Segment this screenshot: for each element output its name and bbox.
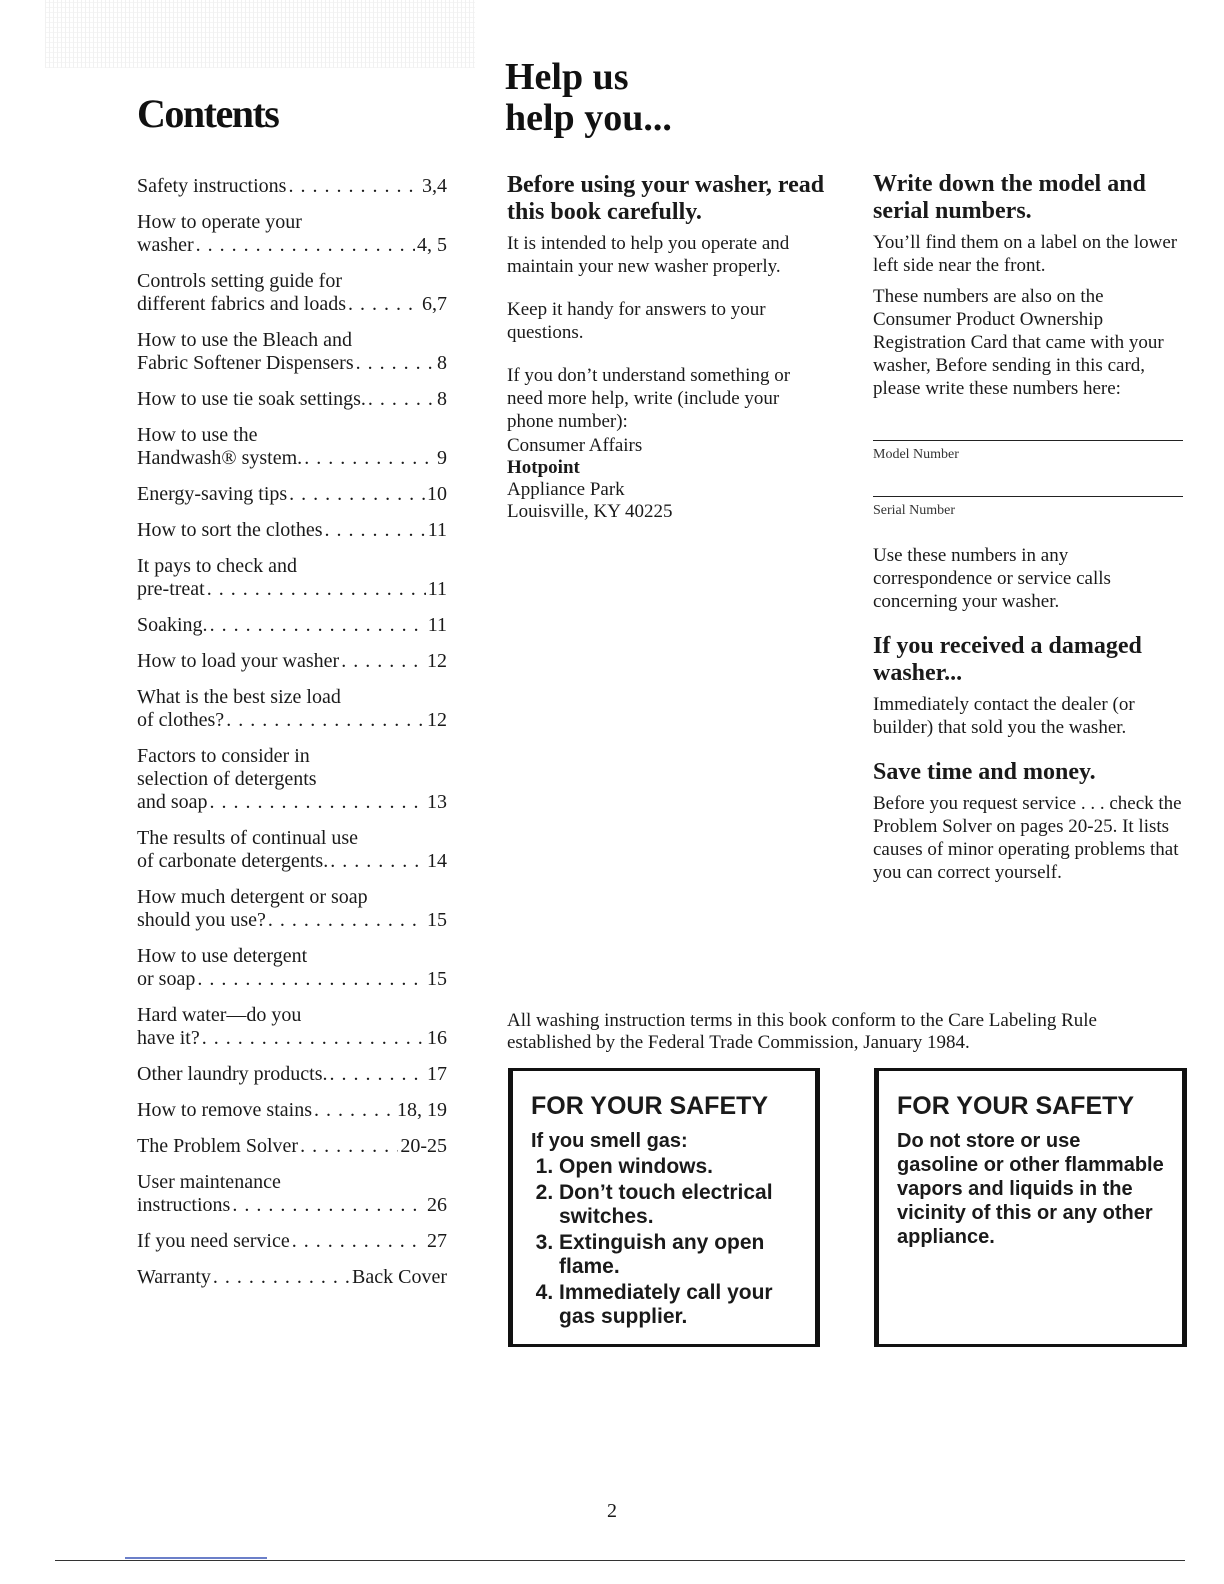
toc-page: 20-25 [400,1135,447,1157]
toc-page: 11 [427,614,447,636]
toc-page: 6,7 [422,293,447,315]
toc-entry[interactable]: Soaking. . . . 11 [137,614,447,637]
toc-entry[interactable]: Energy-saving tips . . . 10 [137,483,447,506]
toc-entry[interactable]: Warranty . . . Back Cover [137,1266,447,1289]
accent-rule [125,1557,267,1559]
paragraph: It is intended to help you operate and maintain your new washer properly. [507,233,790,277]
safety-intro: If you smell gas: [531,1130,688,1152]
paragraph: Before you request service . . . check the Problem Solver on pages 20-25. It lists causes of minor operating problems that you can correct yourself. [873,793,1182,883]
section-heading: Write down the model and serial numbers. [873,171,1146,224]
model-number-field[interactable]: Model Number [873,440,1183,466]
toc-page: 4, 5 [417,234,447,256]
toc-page: 18, 19 [397,1099,447,1121]
toc-entry[interactable]: How to use the Bleach and Fabric Softener Dispensers . . . 8 [137,329,447,375]
toc-page: 16 [427,1027,447,1049]
toc-entry[interactable]: Controls setting guide for different fabrics and loads . . . 6,7 [137,270,447,316]
page-number: 2 [607,1500,617,1522]
paragraph: Immediately contact the dealer (or builder) that sold you the washer. [873,694,1135,738]
toc-entry[interactable]: Other laundry products. . . . 17 [137,1063,447,1086]
toc-page: 8 [437,388,447,410]
toc-page: 3,4 [422,175,447,197]
safety-box-gas-smell [508,1068,820,1347]
help-title: Help us help you... [505,56,672,139]
conformance-note: All washing instruction terms in this book conform to the Care Labeling Rule established by the Federal Trade Commission, January 1984. [507,1010,1097,1053]
toc-page: 27 [427,1230,447,1252]
toc-entry[interactable]: How to load your washer . . . 12 [137,650,447,673]
right-column [873,171,1183,904]
toc-page: 17 [427,1063,447,1085]
safety-step: 4. Immediately call your gas supplier. [559,1281,797,1329]
serial-number-field[interactable]: Serial Number [873,496,1183,522]
toc-entry[interactable]: Factors to consider in selection of detergents and soap . . . 13 [137,745,447,814]
table-of-contents [137,175,447,1302]
toc-entry[interactable]: Safety instructions . . . 3,4 [137,175,447,198]
bottom-rule [55,1560,1185,1561]
toc-entry[interactable]: It pays to check and pre-treat . . . 11 [137,555,447,601]
section-heading: If you received a damaged washer... [873,633,1142,686]
safety-steps [531,1155,797,1329]
toc-entry[interactable]: How much detergent or soap should you use? . . . 15 [137,886,447,932]
toc-page: 11 [427,519,447,541]
mailing-address: Consumer Affairs Hotpoint Appliance Park Louisville, KY 40225 [507,435,673,522]
toc-page: 15 [427,909,447,931]
toc-entry[interactable]: How to use tie soak settings. . . . 8 [137,388,447,411]
section-heading: Save time and money. [873,759,1096,785]
toc-page: 13 [427,791,447,813]
toc-entry[interactable]: How to use detergent or soap . . . 15 [137,945,447,991]
toc-entry[interactable]: The Problem Solver . . . 20-25 [137,1135,447,1158]
safety-step: 1. Open windows. [559,1155,797,1179]
toc-page: 15 [427,968,447,990]
safety-title: FOR YOUR SAFETY [897,1092,1135,1120]
save-time-section [873,759,1183,884]
toc-page: 9 [437,447,447,469]
toc-entry[interactable]: If you need service . . . 27 [137,1230,447,1253]
toc-page: 12 [427,709,447,731]
toc-page: 26 [427,1194,447,1216]
scan-noise [45,0,475,68]
toc-page: Back Cover [352,1266,447,1288]
toc-page: 10 [427,483,447,505]
paragraph: Use these numbers in any correspondence or service calls concerning your washer. [873,545,1111,612]
before-using-section [507,172,827,523]
toc-page: 11 [427,578,447,600]
safety-title: FOR YOUR SAFETY [531,1092,769,1120]
toc-page: 8 [437,352,447,374]
safety-step: 3. Extinguish any open flame. [559,1231,797,1279]
toc-entry[interactable]: The results of continual use of carbonate detergents. . . . 14 [137,827,447,873]
toc-entry[interactable]: How to operate your washer . . . 4, 5 [137,211,447,257]
paragraph: These numbers are also on the Consumer Product Ownership Registration Card that came with your washer, Before sending in this card, please write these numbers here: [873,286,1164,399]
toc-entry[interactable]: How to remove stains . . . 18, 19 [137,1099,447,1122]
toc-page: 12 [427,650,447,672]
contents-title: Contents [137,91,279,136]
toc-page: 14 [427,850,447,872]
toc-entry[interactable]: How to use the Handwash® system. . . . 9 [137,424,447,470]
safety-box-flammables [874,1068,1187,1347]
toc-entry[interactable]: Hard water—do you have it? . . . 16 [137,1004,447,1050]
paragraph: You’ll find them on a label on the lower left side near the front. [873,232,1178,276]
toc-entry[interactable]: How to sort the clothes . . . 11 [137,519,447,542]
damaged-section [873,633,1183,739]
paragraph: Keep it handy for answers to your questions. [507,299,766,343]
toc-entry[interactable]: What is the best size load of clothes? . . . 12 [137,686,447,732]
safety-warning: Do not store or use gasoline or other flammable vapors and liquids in the vicinity of this or any other appliance. [897,1130,1164,1248]
toc-entry[interactable]: User maintenance instructions . . . 26 [137,1171,447,1217]
safety-step: 2. Don’t touch electrical switches. [559,1181,797,1229]
section-heading: Before using your washer, read this book carefully. [507,172,825,225]
paragraph: If you don’t understand something or need more help, write (include your phone number): [507,365,791,432]
